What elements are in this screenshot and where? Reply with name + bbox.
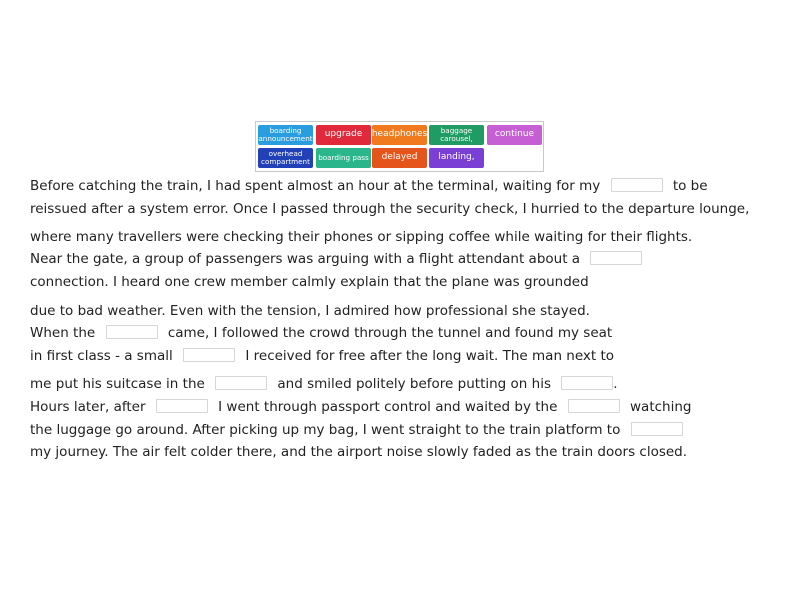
passage-line bbox=[30, 177, 708, 195]
answer-chip[interactable]: landing, bbox=[429, 148, 484, 168]
passage-line bbox=[30, 375, 618, 393]
passage-text: When the bbox=[30, 325, 96, 341]
passage-line bbox=[30, 273, 589, 291]
answer-blank[interactable] bbox=[590, 251, 642, 265]
answer-blank[interactable] bbox=[183, 348, 235, 362]
passage-line bbox=[30, 443, 687, 461]
answer-blank[interactable] bbox=[611, 178, 663, 192]
passage-line bbox=[30, 398, 691, 416]
answer-blank[interactable] bbox=[631, 422, 683, 436]
word-bank bbox=[255, 121, 544, 172]
passage-text: and smiled politely before putting on his bbox=[277, 376, 551, 392]
answer-chip[interactable]: boarding pass bbox=[316, 148, 371, 168]
passage-text: Before catching the train, I had spent almost an hour at the terminal, waiting for my bbox=[30, 178, 601, 194]
answer-blank[interactable] bbox=[568, 399, 620, 413]
passage-line bbox=[30, 347, 614, 365]
passage-text: connection. I heard one crew member calmly explain that the plane was grounded bbox=[30, 274, 589, 290]
passage-line bbox=[30, 200, 749, 218]
passage-text: in first class - a small bbox=[30, 348, 173, 364]
passage-line bbox=[30, 421, 683, 439]
passage-text: to be bbox=[672, 178, 708, 194]
answer-chip[interactable]: continue bbox=[487, 125, 542, 145]
passage-line bbox=[30, 302, 590, 320]
passage-text: the luggage go around. After picking up my bag, I went straight to the train platform to bbox=[30, 422, 621, 438]
passage-text: me put his suitcase in the bbox=[30, 376, 205, 392]
answer-blank[interactable] bbox=[156, 399, 208, 413]
passage-text: due to bad weather. Even with the tension, I admired how professional she stayed. bbox=[30, 303, 590, 319]
answer-chip[interactable]: overhead compartment bbox=[258, 148, 313, 168]
passage-text: where many travellers were checking their phones or sipping coffee while waiting for their flights. bbox=[30, 229, 693, 245]
answer-blank[interactable] bbox=[106, 325, 158, 339]
answer-chip[interactable]: delayed bbox=[372, 148, 427, 168]
passage-text: Near the gate, a group of passengers was arguing with a flight attendant about a bbox=[30, 251, 581, 267]
answer-chip[interactable]: headphones bbox=[372, 125, 427, 145]
answer-chip[interactable]: baggage carousel, bbox=[429, 125, 484, 145]
passage-line bbox=[30, 228, 692, 246]
passage-text: Hours later, after bbox=[30, 399, 146, 415]
passage-text: I received for free after the long wait. The man next to bbox=[245, 348, 615, 364]
passage-line bbox=[30, 324, 612, 342]
passage-text: my journey. The air felt colder there, and the airport noise slowly faded as the train doors closed. bbox=[30, 444, 688, 460]
answer-chip[interactable]: upgrade bbox=[316, 125, 371, 145]
answer-chip[interactable]: boarding announcement bbox=[258, 126, 313, 143]
passage-text: came, I followed the crowd through the tunnel and found my seat bbox=[167, 325, 613, 341]
passage-line bbox=[30, 250, 642, 268]
passage-text: reissued after a system error. Once I passed through the security check, I hurried to the departure lounge, bbox=[30, 201, 750, 217]
passage-text: . bbox=[613, 376, 618, 392]
answer-blank[interactable] bbox=[561, 376, 613, 390]
passage-text: I went through passport control and waited by the bbox=[218, 399, 558, 415]
answer-blank[interactable] bbox=[215, 376, 267, 390]
passage-text: watching bbox=[630, 399, 692, 415]
